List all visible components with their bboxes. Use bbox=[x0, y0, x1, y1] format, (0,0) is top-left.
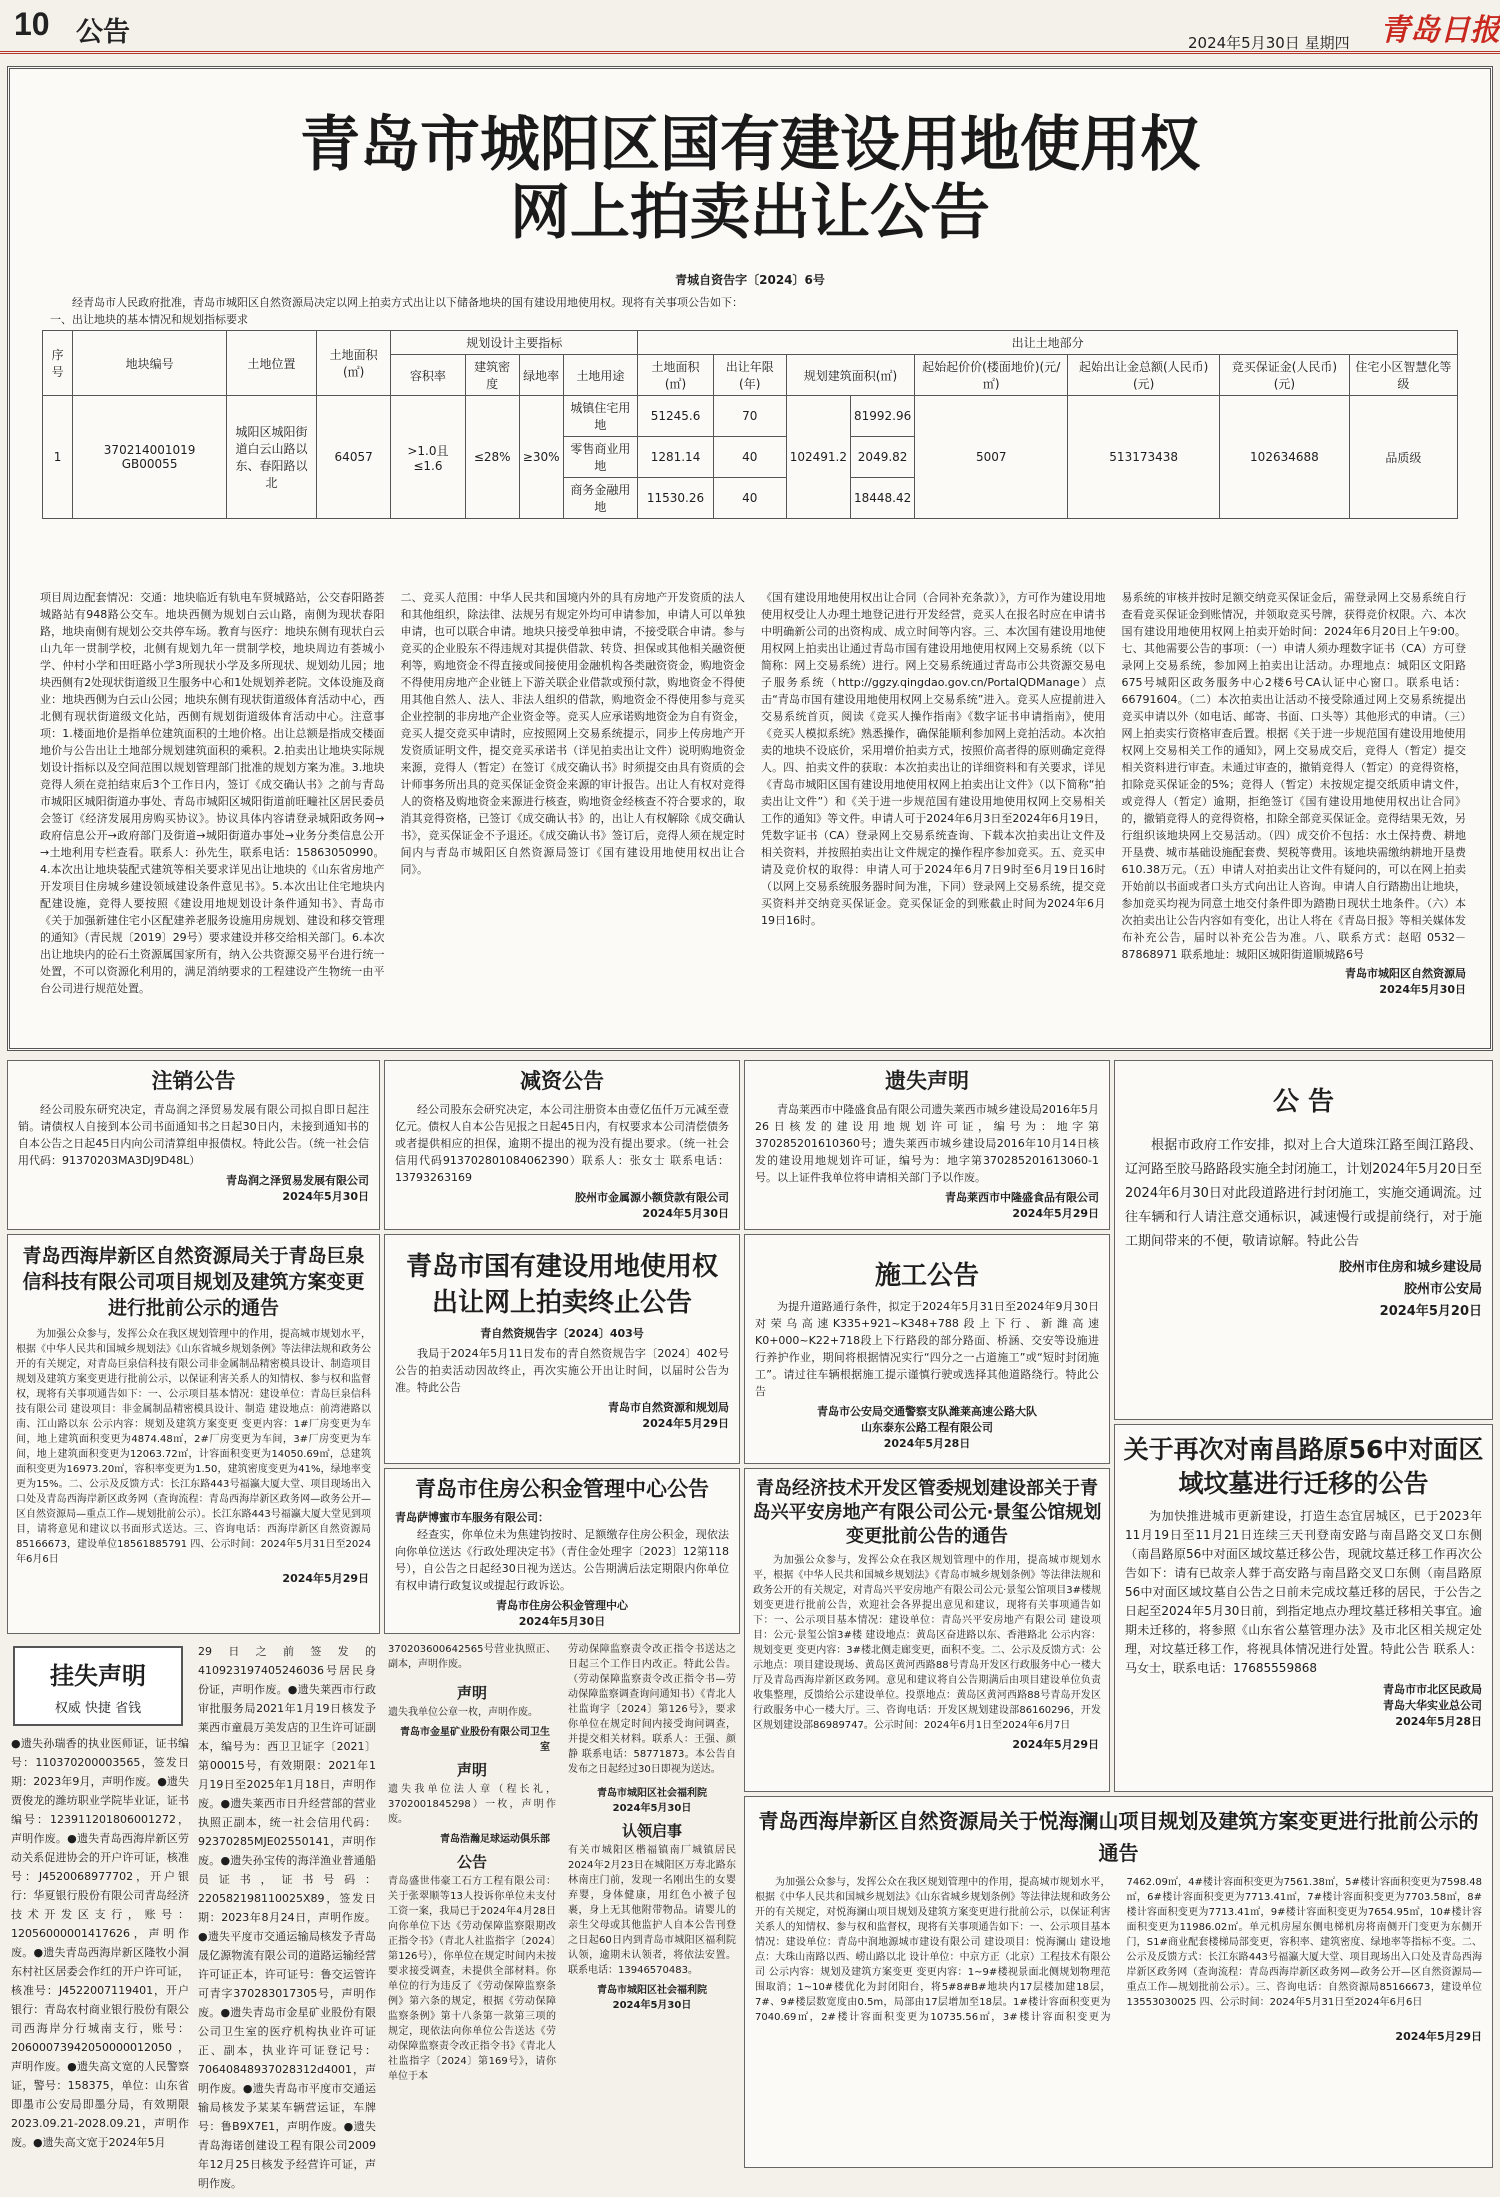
main-announcement bbox=[7, 66, 1493, 1051]
notice-jingxi-gongguan: 青岛经济技术开发区管委规划建设部关于青岛兴平安房地产有限公司公元·景玺公馆规划变更批前公告的通告 为加强公众参与，发挥公众在我区规划管理中的作用，提高城市规划水平，根据《中华人民共和国城乡规划法》《青岛市城乡规划条例》等法律法规和政务公开的有关规定，对青岛兴平安房地产有限公司公元·景玺公馆项目3#楼规划变更进行批前公告，欢迎社会各界提出意见和建议，现将有关事项通告如下：一、公示项目基本情况：建设单位：青岛兴平安房地产有限公司 建设项目：公元·景玺公馆3#楼 建设地点：黄岛区奋进路以东、香港路北 公示内容：规划变更 变更内容：3#楼北侧走廊变更，面积不变。二、公示及反馈方式：公示地点：项目建设现场、黄岛区黄河西路88号青岛开发区行政服务中心一楼大厅及青岛西海岸新区政务网。意见和建议将自公告期满后由项目建设单位负责收集整理，反馈给公示建设单位。投票地点：黄岛区黄河西路88号青岛开发区行政服务中心一楼大厅。三、咨询电话：开发区规划建设部86160296，开发区规划建设部86989747。公示时间：2024年6月1日至2024年6月7日 2024年5月29日 bbox=[744, 1468, 1110, 1792]
notice-yuehai-lanshan: 青岛西海岸新区自然资源局关于悦海澜山项目规划及建筑方案变更进行批前公示的通告 为加强公众参与，发挥公众在我区规划管理中的作用，提高城市规划水平，根据《中华人民共和国城乡规划法》《山东省城乡规划条例》等法律法规和政务公开的有关规定，对悦海澜山项目规划及建筑方案变更进行批前公示，以保证利害关系人的知情权、参与权和监督权，现将有关事项通告如下：一、公示项目基本情况：建设单位：青岛中润地源城市建设有限公司 建设项目：悦海澜山 建设地点：大珠山南路以西、崂山路以北 设计单位：中京方正（北京）工程技术有限公司 公示内容：规划及建筑方案变更 变更内容：1~9#楼视景面北侧规划物理范围取消；1~10#楼优化为封闭阳台，将5#8#B#地块内17层楼加建18层，7#、9#楼层数宽度由0.5m，局部由17层增加至18层。1#楼计容面积变更为7040.69㎡，2#楼计容面积变更为10735.56㎡，3#楼计容面积变更为7462.09㎡，4#楼计容面积变更为7561.38㎡，5#楼计容面积变更为7598.48㎡，6#楼计容面积变更为7713.41㎡，7#楼计容面积变更为7703.58㎡，8#楼计容面积变更为7713.41㎡，9#楼计容面积变更为7654.95㎡，10#楼计容面积变更为11986.02㎡。单元机房屋东侧电梯机房将南侧开门变更为东侧开门，S1#商业配套楼梯局部变更，容积率、建筑密度、绿地率等指标不变。二、公示及反馈方式：长江东路443号福瀛大厦大堂、项目现场出入口处及青岛西海岸新区政务网（查询流程：青岛西海岸新区政务网—政务公开—区自然资源局—重点工作—规划批前公示）。三、咨询电话：自然资源局85166673，建设单位13553030025 四、公示时间：2024年5月31日至2024年6月6日 2024年5月29日 bbox=[744, 1796, 1493, 2168]
main-title-line1: 青岛市城阳区国有建设用地使用权 bbox=[300, 110, 1200, 180]
doc-number: 青城自资告字〔2024〕6号 bbox=[675, 273, 825, 287]
issue-date: 2024年5月30日 星期四 bbox=[1188, 34, 1350, 52]
notice-loss-statement: 遗失声明 青岛莱西市中隆盛食品有限公司遗失莱西市城乡建设局2016年5月26日核发的建设用地规划许可证，编号为：地字第370285201610360号；遗失莱西市城乡建设局2016年10月14日核发的建设用地规划许可证，编号为：地字第370285201613060-1号。以上证件我单位将申请相关部门予以作废。 青岛莱西市中隆盛食品有限公司 2024年5月29日 bbox=[744, 1060, 1110, 1230]
notice-road-closure: 公 告 根据市政府工作安排，拟对上合大道珠江路至闽江路段、辽河路至胶马路路段实施全封闭施工，计划2024年5月20日至2024年6月30日对此段道路进行封闭施工，实施交通调流。过往车辆和行人请注意交通标识，减速慢行或提前绕行，对于施工期间带来的不便，敬请谅解。特此公告 胶州市住房和城乡建设局 胶州市公安局 2024年5月20日 bbox=[1114, 1060, 1493, 1420]
notice-xihaian-juquanxin: 青岛西海岸新区自然资源局关于青岛巨泉信科技有限公司项目规划及建筑方案变更进行批前公示的通告 为加强公众参与，发挥公众在我区规划管理中的作用，提高城市规划水平，根据《中华人民共和国城乡规划法》《山东省城乡规划条例》等法律法规和政务公开的有关规定，对青岛巨泉信科技有限公司非金属制品精密模具设计、制造项目规划及建筑方案变更进行批前公示，以保证利害关系人的知情权、参与权和监督权，现将有关事项通告如下：一、公示项目基本情况：建设单位：青岛巨泉信科技有限公司 建设项目：非金属制品精密模具设计、制造 建设地点：前湾港路以南、江山路以东 公示内容：规划及建筑方案变更 变更内容：1#厂房变更为车间，地上建筑面积变更为4874.48㎡，2#厂房变更为车间，3#厂房变更为车间，地上建筑面积变更为12063.72㎡，计容面积变更为14050.69㎡，总建筑面积变更为16973.20㎡，容积率变更为1.50，建筑密度变更为41%，绿地率变更为15%。二、公示及反馈方式：长江东路443号福瀛大厦大堂、项目现场出入口处及青岛西海岸新区政务网（查询流程：青岛西海岸新区政务网—政务公开—区自然资源局—重点工作—规划批前公示）。长江东路443号福瀛大厦大堂见到项目，请将意见和建议以书面形式送达。三、咨询电话：西海岸新区自然资源局85166673，建设单位18561885791 四、公示时间：2024年5月31日至2024年6月6日 2024年5月29日 bbox=[7, 1234, 380, 1634]
notice-construction: 施工公告 为提升道路通行条件，拟定于2024年5月31日至2024年9月30日对荣乌高速K335+921~K348+788段上下行、新潍高速K0+000~K22+718段上下行路段的部分路面、桥涵、交安等设施进行养护作业，期间将根据情况实行“四分之一占道施工”或“短时封闭施工”。请过往车辆根据施工提示谨慎行驶或选择其他道路绕行。特此公告 青岛市公安局交通警察支队潍莱高速公路大队 山东泰东公路工程有限公司 2024年5月28日 bbox=[744, 1234, 1110, 1464]
classified-col-3: 370203600642565号营业执照正、副本，声明作废。 声明 遗失我单位公章一枚，声明作废。 青岛市金星矿业股份有限公司卫生室 声明 遗失我单位法人章（程长礼，3702001845298）一枚，声明作废。 青岛浩瀚足球运动俱乐部 公告 青岛盛世伟豪工石方工程有限公司：关于张翠顺等13人投诉你单位未支付工资一案，我局已于2024年4月28日向你单位下达《劳动保障监察限期改正指令书》（青北人社监指字〔2024〕第126号），你单位在规定时间内未按要求接受调查，未提供全部材料。你单位的行为违反了《劳动保障监察条例》第六条的规定，根据《劳动保障监察条例》第十八条第一款第三项的规定，现依法向你单位公告送达《劳动保障监察责令改正指令书》《青北人社监指字〔2024〕第169号》，请你单位于本 bbox=[388, 1644, 556, 2082]
classified-col-2: 29日之前签发的410923197405246036号居民身份证，声明作废。●遗失莱西市行政审批服务局2021年1月19日核发予莱西市童晨万美发店的卫生许可证副本，编号为：西卫卫证字〔2021〕第00015号，有效期限：2021年1月19日至2025年1月18日，声明作废。●遗失莱西市日升经营部的营业执照正副本，统一社会信用代码：92370285MJE02550141，声明作废。●遗失孙宝传的海洋渔业普通船员证书，证书号码：220582198110025X89，签发日期：2023年8月24日，声明作废。●遗失平度市交通运输局核发予青岛晟亿源物流有限公司的道路运输经营许可证正本，许可证号：鲁交运管许可青字370283017305号，声明作废。●遗失青岛市金星矿业股份有限公司卫生室的医疗机构执业许可证正、副本，执业许可证登记号：70640848937028312d4001，声明作废。●遗失青岛市平度市交通运输局核发予某某车辆营运证，车牌号：鲁B9X7E1，声明作废。●遗失青岛海诺创建设工程有限公司2009年12月25日核发予经营许可证，声明作废。 bbox=[198, 1645, 376, 2190]
land-table: 序号 地块编号 土地位置 土地面积(㎡) 规划设计主要指标 出让土地部分 容积率 建筑密度 绿地率 土地用途 土地面积(㎡) 出让年限(年) 规划建筑面积(㎡) 起始起价价(楼面地价)(元/㎡) 起始出让金总额(人民币)(元) 竞买保证金(人民币)(元) 住宅小区智慧化等级 1 370214001019 GB00055 城阳区城阳街道白云山路以东、春阳路以北 64057 >1.0且≤1.6 ≤28% ≥30% 城镇住宅用地 51245.6 70 102491.2 81992.96 5007 513173438 102634688 品质级 零售商业用地 1281.14 40 2049.82 商务金融用地 11530.26 40 18448.42 bbox=[42, 330, 1458, 519]
page-header bbox=[0, 0, 1500, 54]
main-signature: 青岛市城阳区自然资源局 2024年5月30日 bbox=[1345, 967, 1466, 996]
notice-housing-fund: 青岛市住房公积金管理中心公告 青岛萨博蜜市车服务有限公司： 经查实，你单位未为焦建钧按时、足额缴存住房公积金，现依法向你单位送达《行政处理决定书》（青住金处理字〔2023〕12第118号），自公告之日起经30日视为送达。公告期满后法定期限内你单位有权申请行政复议或提起行政诉讼。 青岛市住房公积金管理中心 2024年5月30日 bbox=[384, 1468, 740, 1634]
notes-col-4: 易系统的审核并按时足额交纳竞买保证金后，需登录网上交易系统自行查看竞买保证金到账情况，并领取竞买号牌，获得竞价权限。六、本次国有建设用地使用权网上拍卖开始时间：2024年6月20日上午9:00。七、其他需要公告的事项：（一）申请人须办理数字证书（CA）方可登录网上交易系统，参加网上拍卖出让活动。办理地点：城阳区文阳路675号城阳区政务服务中心2楼6号CA认证中心窗口。联系电话：66791604。（二）本次拍卖出让活动不接受除通过网上交易系统提出竞买申请以外（如电话、邮寄、书面、口头等）其他形式的申请。（三）网上拍卖实行资格审查后置。根据《关于进一步规范国有建设用地使用权网上交易相关工作的通知》，网上交易成交后，竞得人（暂定）提交相关资料进行审查。未通过审查的，撤销竞得人（暂定）的竞得资格，扣除竞买保证金的5%；竞得人（暂定）未按规定提交纸质申请文件，或竞得人（暂定）逾期，拒绝签订《国有建设用地使用权出让合同》的，撤销竞得人的竞得资格，扣除全部竞买保证金。竞得结果无效，另行组织该地块网上交易活动。（四）成交价不包括：水土保持费、耕地开垦费、城市基础设施配套费、契税等费用。该地块需缴纳耕地开垦费610.38万元。（五）申请人对拍卖出让文件有疑问的，可以在网上拍卖开始前以书面或者口头方式向出让人咨询。申请人自行踏勘出让地块，参加竞买均视为同意土地交付条件即为踏勘日现状土地条件。（六）本次拍卖出让公告内容如有变化，出让人将在《青岛日报》等相关媒体发布补充公告，届时以补充公告为准。八、联系方式：赵昭 0532－87868971 联系地址：城阳区城阳街道顺城路6号 青岛市城阳区自然资源局 2024年5月30日 bbox=[1122, 589, 1467, 1049]
newspaper-logo: 青岛日报 bbox=[1380, 13, 1500, 48]
intro-text: 经青岛市人民政府批准，青岛市城阳区自然资源局决定以网上拍卖方式出让以下储备地块的国有建设用地使用权。现将有关事项公告如下： 一、出让地块的基本情况和规划指标要求 bbox=[50, 296, 743, 326]
section-title: 公告 bbox=[76, 17, 130, 48]
loss-ad-banner: 挂失声明 权威 快捷 省钱 bbox=[13, 1646, 183, 1726]
notice-auction-termination: 青岛市国有建设用地使用权 出让网上拍卖终止公告 青自然资规告字〔2024〕403号 我局于2024年5月11日发布的青自然资规告字〔2024〕402号公告的拍卖活动因故终止，再次实施公开出让时间，以届时公告为准。特此公告 青岛市自然资源和规划局 2024年5月29日 bbox=[384, 1234, 740, 1464]
classified-col-1: 挂失声明 权威 快捷 省钱 ●遗失孙瑞香的执业医师证，证书编号：110370200003565，签发日期：2023年9月，声明作废。●遗失贾俊龙的潍坊职业学院毕业证，证书编号：123911201806001272，声明作废。●遗失青岛西海岸新区劳动关系促进协会的开户许可证，核准号：J4520068977702，开户银行：华夏银行股份有限公司青岛经济技术开发区支行，账号：12056000001417626，声明作废。●遗失青岛西海岸新区隆牧小洞东村社区居委会作红的开户许可证，核准号：J4522007119401，开户银行：青岛农村商业银行股份有限公司西海岸分行城南支行，账号：20600073942050000012050，声明作废。●遗失高文宽的人民警察证，警号：158375，单位：山东省即墨市公安局即墨分局，有效期限2023.09.21-2028.09.21，声明作废。●遗失高文宽于2024年5月 bbox=[7, 1638, 191, 2168]
page-number: 10 bbox=[14, 6, 50, 42]
notes-columns bbox=[40, 589, 1466, 1049]
notes-col-1: 项目周边配套情况：交通：地块临近有轨电车贤城路站，公交春阳路荟城路站有948路公交车。地块西侧为规划白云山路，南侧为现状春阳路，地块南侧有规划公交共停车场。教育与医疗：地块东侧有现状白云山九年一贯制学校，北侧有规划九年一贯制学校，地块周边有荟城小学、仲村小学和田旺路小学3所现状小学及多所现状、规划幼儿园；地块西侧有2处现状街道级卫生服务中心和1处规划养老院。文体设施及商业：地块西侧为白云山公园；地块东侧有现状街道级体育活动中心，西北侧有现状街道级文化站，西侧有规划街道级体育活动中心。注意事项：1.楼面地价是指单位建筑面积的土地价格。出让总额是指成交楼面地价与公告出让土地部分规划建筑面积的乘积。2.拍卖出让地块实际规划设计指标以及空间范围以规划管理部门批准的规划方案为准。3.地块竞得人须在竞拍结束后3个工作日内，签订《成交确认书》之前与青岛市城阳区城阳街道办事处、青岛市城阳区城阳街道前旺疃社区居民委员会签订《经济发展用房购买协议》。协议具体内容请登录城阳政务网→政府信息公开→政府部门及街道→城阳街道办事处→业务分类信息公开→土地利用专栏查看。联系人：孙先生，联系电话：15863050990。4.本次出让地块装配式建筑等相关要求详见出让地块的《山东省房地产开发项目住房城乡建设领域建设条件意见书》。5.本次出让住宅地块内配建设施，竞得人要按照《建设用地规划设计条件通知书》、青岛市《关于加强新建住宅小区配建养老服务设施用房规划、建设和移交管理的通知》（青民规〔2019〕29号）要求建设并移交给相关部门。6.本次出让地块内的砼石土资源属国家所有，纳入公共资源交易平台进行统一处置，不可以资源化利用的，满足消纳要求的工程建设产生物统一由平台公司进行规范处置。 bbox=[40, 591, 385, 995]
main-title-line2: 网上拍卖出让公告 bbox=[510, 178, 990, 248]
notes-col-2: 二、竞买人范围：中华人民共和国境内外的具有房地产开发资质的法人和其他组织，除法律、法规另有规定外均可申请参加，申请人可以单独申请，也可以联合申请。地块只接受单独申请，不接受联合申请。参与竞买的企业股东不得违规对其提供借款、转贷、担保或其他相关融资便利等，购地资金不得直接或间接使用金融机构各类融资资金，购地资金不得使用房地产企业链上下游关联企业借款或预付款，购地资金不得使用其他自然人、法人、非法人组织的借款，购地资金不得使用参与竞买企业控制的非房地产企业资金等。竞买人应承诺购地资金为自有资金，竞买人提交竞买申请时，应按照网上交易系统提示，同步上传房地产开发资质证明文件，提交竞买承诺书（详见拍卖出让文件）说明购地资金来源，竞得人（暂定）在签订《成交确认书》时须提交由具有资质的会计师事务所出具的竞买保证金资金来源的审计报告。出让人有权对竞得人的资格及购地资金来源进行核查，购地资金经核查不符合要求的，取消其竞得资格，已签订《成交确认书》的，出让人有权解除《成交确认书》，竞买保证金不予退还。《成交确认书》签订后，竞得人须在规定时间内与青岛市城阳区自然资源局签订《国有建设用地使用权出让合同》。 bbox=[400, 591, 745, 876]
notice-grave-relocation: 关于再次对南昌路原56中对面区域坟墓进行迁移的公告 为加快推进城市更新建设，打造生态宜居城区，已于2023年11月19日至11月21日连续三天刊登南安路与南昌路交叉口东侧（南昌路原56中对面区域坟墓迁移公告，现就坟墓迁移工作再次公告如下：请有已故亲人葬于高安路与南昌路交叉口东侧（南昌路原56中对面区域坟墓自公告之日前未完成坟墓迁移的居民，于公告之日起至2024年5月30日前，到指定地点办理坟墓迁移相关事宜。逾期未迁移的，将参照《山东省公墓管理办法》及市北区相关规定处理，对坟墓迁移工作，将视具体情况进行处置。特此公告 联系人：马女士，联系电话：17685559868 青岛市市北区民政局 青岛大华实业总公司 2024年5月28日 bbox=[1114, 1424, 1493, 1792]
notice-capital-reduction: 减资公告 经公司股东会研究决定，本公司注册资本由壹亿伍仟万元减至壹亿元。债权人自本公告见报之日起45日内，有权要求本公司清偿债务或者提供相应的担保，逾期不提出的视为没有提出要求。（统一社会信用代码913702801084062390）联系人：张女士 联系电话：13793263169 胶州市金属源小额贷款有限公司 2024年5月30日 bbox=[384, 1060, 740, 1230]
classified-col-4: 劳动保障监察责令改正指令书送达之日起三个工作日内改正。特此公告。（劳动保障监察责令改正指令书—劳动保障监察调查询问通知书）《青北人社监询字〔2024〕第126号》，要求你单位在规定时间内接受询问调查，并提交相关材料。联系人：王强、颜静 联系电话：58771873。本公告自发布之日起经过30日即视为送达。 青岛市城阳区社会福利院 2024年5月30日 认领启事 有关市城阳区楷福镇南厂城镇居民2024年2月23日在城阳区万寿北路东林南庄门前，发现一名刚出生的女婴弃婴，身体健康，用红色小被子包裹，身上无其他附带物品。请婴儿的亲生父母或其他监护人自本公告刊登之日起60日内到青岛市城阳区福利院认领，逾期未认领者，将依法安置。联系电话：13946570483。 青岛市城阳区社会福利院 2024年5月30日 bbox=[568, 1644, 736, 2011]
land-table-wrap bbox=[10, 328, 1490, 519]
notice-cancellation: 注销公告 经公司股东研究决定，青岛润之泽贸易发展有限公司拟自即日起注销。请债权人自接到本公司书面通知书之日起30日内，未接到通知书的自本公告之日起45日内向公司清算组申报债权。特此公告。（统一社会信用代码：91370203MA3DJ9D48L） 青岛润之泽贸易发展有限公司 2024年5月30日 bbox=[7, 1060, 380, 1230]
notes-col-3: 《国有建设用地使用权出让合同（合同补充条款）》，方可作为建设用地使用权受让人办理土地登记进行开发经营，竞买人在报名时应在申请书中明确新公司的出资构成、成立时间等内容。三、本次国有建设用地使用权网上拍卖出让通过青岛市国有建设用地使用权网上交易系统（以下简称：网上交易系统）进行。网上交易系统通过青岛市公共资源交易电子服务系统（http://ggzy.qingdao.gov.cn/PortalQDManage）点击“青岛市国有建设用地使用权网上交易系统”进入。竞买人应提前进入交易系统首页，阅读《竞买人操作指南》《数字证书申请指南》，使用《竞买人模拟系统》熟悉操作，确保能顺利参加网上竞拍活动。本次拍卖的地块不设底价，采用增价拍卖方式，按照价高者得的原则确定竞得人。四、拍卖文件的获取：本次拍卖出让的详细资料和有关要求，详见《青岛市城阳区国有建设用地使用权网上拍卖出让文件》（以下简称“拍卖出让文件”）和《关于进一步规范国有建设用地使用权网上交易相关工作的通知》等文件。申请人可于2024年6月3日至2024年6月19日，凭数字证书（CA）登录网上交易系统查询、下载本次拍卖出让文件及相关资料，并按照拍卖出让文件规定的操作程序参加竞买。五、竞买申请及竞价权的取得：申请人可于2024年6月7日9时至6月19日16时（以网上交易系统服务器时间为准，下同）登录网上交易系统，提交竞买资料并交纳竞买保证金。竞买保证金的到账截止时间为2024年6月19日16时。 bbox=[761, 591, 1106, 927]
